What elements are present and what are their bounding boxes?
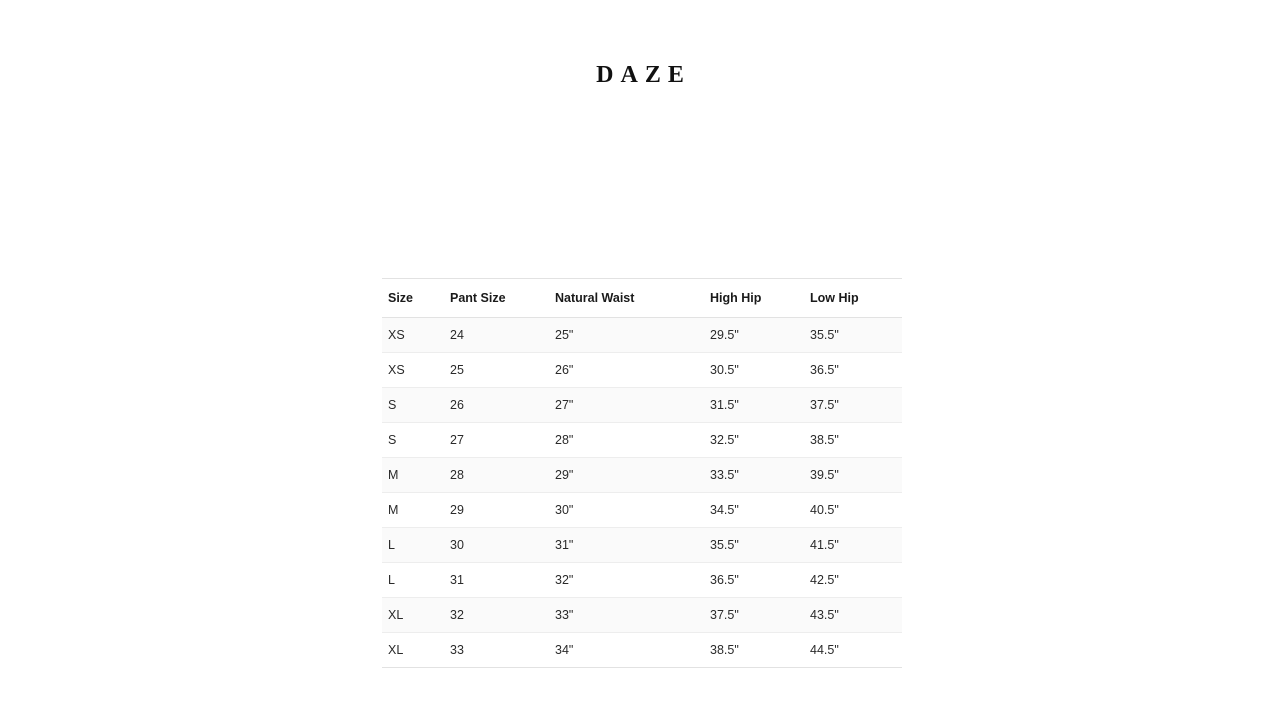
cell-size: L xyxy=(382,528,444,563)
cell-low-hip: 42.5" xyxy=(804,563,902,598)
size-chart-header xyxy=(382,279,902,318)
cell-pant-size: 26 xyxy=(444,388,549,423)
column-header-size: Size xyxy=(382,279,444,318)
cell-size: XL xyxy=(382,633,444,668)
cell-low-hip: 35.5" xyxy=(804,318,902,353)
cell-size: XS xyxy=(382,318,444,353)
cell-low-hip: 40.5" xyxy=(804,493,902,528)
table-header-row xyxy=(382,279,902,318)
cell-high-hip: 35.5" xyxy=(704,528,804,563)
cell-natural-waist: 26" xyxy=(549,353,704,388)
cell-size: S xyxy=(382,388,444,423)
table-row xyxy=(382,318,902,353)
cell-natural-waist: 27" xyxy=(549,388,704,423)
cell-high-hip: 37.5" xyxy=(704,598,804,633)
cell-low-hip: 37.5" xyxy=(804,388,902,423)
table-row xyxy=(382,493,902,528)
cell-size: XS xyxy=(382,353,444,388)
cell-natural-waist: 25" xyxy=(549,318,704,353)
brand-logo-text: DAZE xyxy=(596,62,691,88)
cell-pant-size: 32 xyxy=(444,598,549,633)
table-row xyxy=(382,388,902,423)
cell-size: M xyxy=(382,493,444,528)
brand-header xyxy=(0,62,1280,89)
cell-low-hip: 39.5" xyxy=(804,458,902,493)
table-row xyxy=(382,353,902,388)
table-row xyxy=(382,633,902,668)
cell-natural-waist: 29" xyxy=(549,458,704,493)
cell-high-hip: 29.5" xyxy=(704,318,804,353)
cell-low-hip: 44.5" xyxy=(804,633,902,668)
cell-high-hip: 32.5" xyxy=(704,423,804,458)
cell-pant-size: 33 xyxy=(444,633,549,668)
cell-size: M xyxy=(382,458,444,493)
cell-size: XL xyxy=(382,598,444,633)
cell-pant-size: 25 xyxy=(444,353,549,388)
cell-high-hip: 34.5" xyxy=(704,493,804,528)
column-header-natural-waist: Natural Waist xyxy=(549,279,704,318)
cell-natural-waist: 34" xyxy=(549,633,704,668)
cell-high-hip: 38.5" xyxy=(704,633,804,668)
cell-high-hip: 31.5" xyxy=(704,388,804,423)
cell-low-hip: 36.5" xyxy=(804,353,902,388)
cell-pant-size: 28 xyxy=(444,458,549,493)
cell-natural-waist: 31" xyxy=(549,528,704,563)
cell-natural-waist: 32" xyxy=(549,563,704,598)
column-header-high-hip: High Hip xyxy=(704,279,804,318)
cell-high-hip: 30.5" xyxy=(704,353,804,388)
cell-pant-size: 31 xyxy=(444,563,549,598)
cell-natural-waist: 33" xyxy=(549,598,704,633)
cell-pant-size: 24 xyxy=(444,318,549,353)
cell-size: S xyxy=(382,423,444,458)
column-header-pant-size: Pant Size xyxy=(444,279,549,318)
cell-low-hip: 43.5" xyxy=(804,598,902,633)
cell-low-hip: 41.5" xyxy=(804,528,902,563)
table-row xyxy=(382,528,902,563)
cell-high-hip: 33.5" xyxy=(704,458,804,493)
cell-natural-waist: 28" xyxy=(549,423,704,458)
table-row xyxy=(382,423,902,458)
table-row xyxy=(382,598,902,633)
cell-natural-waist: 30" xyxy=(549,493,704,528)
size-chart-container xyxy=(382,278,902,668)
cell-high-hip: 36.5" xyxy=(704,563,804,598)
size-chart-table xyxy=(382,278,902,668)
table-row xyxy=(382,458,902,493)
cell-pant-size: 30 xyxy=(444,528,549,563)
cell-low-hip: 38.5" xyxy=(804,423,902,458)
size-chart-body xyxy=(382,318,902,668)
cell-pant-size: 29 xyxy=(444,493,549,528)
table-row xyxy=(382,563,902,598)
cell-pant-size: 27 xyxy=(444,423,549,458)
column-header-low-hip: Low Hip xyxy=(804,279,902,318)
cell-size: L xyxy=(382,563,444,598)
